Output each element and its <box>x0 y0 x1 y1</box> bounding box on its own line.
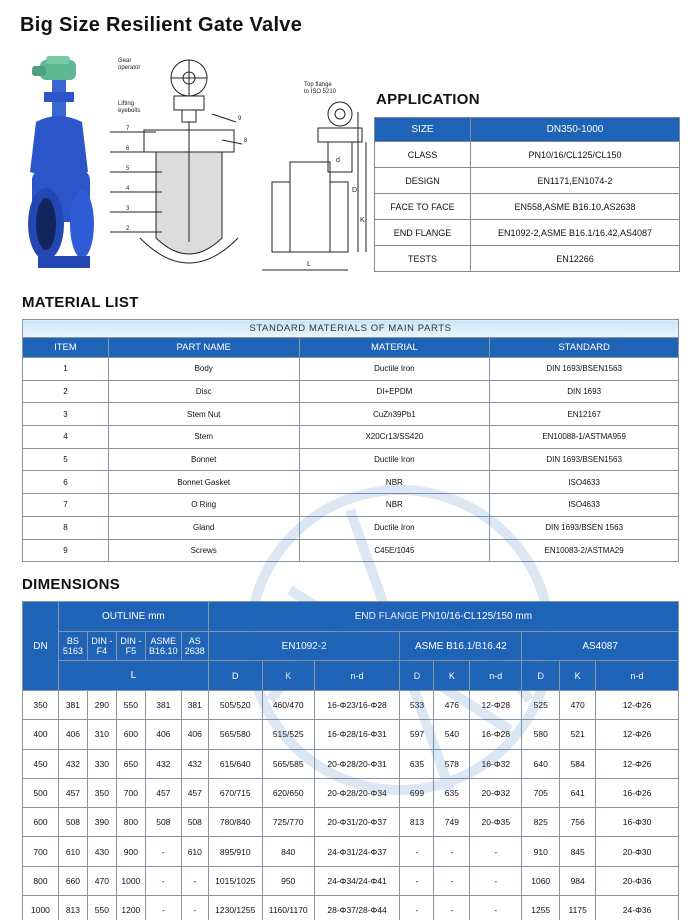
material-cell: 9 <box>23 539 109 562</box>
dimension-cell: 756 <box>560 808 596 837</box>
side-view-drawing <box>262 102 366 270</box>
dimension-cell: 670/715 <box>208 778 262 807</box>
dimension-cell: 24-Φ31/24-Φ37 <box>314 837 400 866</box>
l-header: L <box>58 661 208 691</box>
svg-text:5: 5 <box>126 166 130 172</box>
dimensions-row <box>23 837 679 866</box>
dimension-cell: 1255 <box>522 896 560 920</box>
dimension-cell: 950 <box>262 866 314 895</box>
dimension-cell: 457 <box>58 778 87 807</box>
svg-text:operator: operator <box>118 65 141 71</box>
dimension-cell: 430 <box>87 837 116 866</box>
material-cell: 8 <box>23 516 109 539</box>
material-cell: DIN 1693/BSEN1563 <box>490 358 679 381</box>
material-cell: Screws <box>108 539 299 562</box>
material-rows <box>23 358 679 562</box>
dimension-cell: 508 <box>58 808 87 837</box>
dimension-cell: 24-Φ34/24-Φ41 <box>314 866 400 895</box>
dimension-cell: 470 <box>560 691 596 720</box>
application-row: FACE TO FACE EN558,ASME B16.10,AS2638 <box>375 194 680 220</box>
material-cell: Ductile Iron <box>299 358 490 381</box>
dimension-cell: - <box>470 866 522 895</box>
material-cell: DIN 1693/BSEN 1563 <box>490 516 679 539</box>
application-row: TESTS EN12266 <box>375 246 680 272</box>
dimensions-row <box>23 778 679 807</box>
dimension-cell: 840 <box>262 837 314 866</box>
dimension-cell: 16-Φ32 <box>470 749 522 778</box>
dn-cell: 1000 <box>23 896 59 920</box>
dimension-cell: 20-Φ28/20-Φ34 <box>314 778 400 807</box>
svg-text:3: 3 <box>126 206 130 212</box>
dimension-cell: 615/640 <box>208 749 262 778</box>
dimension-cell: 565/580 <box>208 720 262 749</box>
dimension-cell: 476 <box>434 691 470 720</box>
dimension-cell: 845 <box>560 837 596 866</box>
material-cell: Stem Nut <box>108 403 299 426</box>
dimension-cell: 20-Φ30 <box>596 837 679 866</box>
application-row: END FLANGE EN1092-2,ASME B16.1/16.42,AS4087 <box>375 220 680 246</box>
flange-group-header: AS4087 <box>522 632 679 661</box>
material-heading: MATERIAL LIST <box>22 294 139 311</box>
dimension-cell: 330 <box>87 749 116 778</box>
material-cell: 3 <box>23 403 109 426</box>
column-header: MATERIAL <box>299 338 490 358</box>
dimension-cell: 813 <box>400 808 434 837</box>
application-header-row <box>375 118 680 142</box>
dn-cell: 350 <box>23 691 59 720</box>
dimension-cell: 525 <box>522 691 560 720</box>
material-cell: 1 <box>23 358 109 381</box>
sub-col-header: D <box>522 661 560 691</box>
dimensions-header-row <box>23 632 679 661</box>
dimension-cell: 16-Φ26 <box>596 778 679 807</box>
dimension-cell: 20-Φ32 <box>470 778 522 807</box>
dimension-cell: - <box>400 837 434 866</box>
dimensions-row <box>23 691 679 720</box>
svg-text:K: K <box>360 217 365 224</box>
material-cell: ISO4633 <box>490 494 679 517</box>
dimension-cell: 580 <box>522 720 560 749</box>
application-table <box>374 117 680 272</box>
dimension-cell: 565/585 <box>262 749 314 778</box>
sub-col-header: n-d <box>314 661 400 691</box>
material-cell: 2 <box>23 380 109 403</box>
column-header: PART NAME <box>108 338 299 358</box>
valve-figure <box>22 52 370 284</box>
dimension-cell: 381 <box>181 691 208 720</box>
dimension-cell: 12-Φ26 <box>596 691 679 720</box>
dimensions-header-row <box>23 602 679 632</box>
dimension-cell: 550 <box>116 691 145 720</box>
dimension-cell: 505/520 <box>208 691 262 720</box>
dimension-cell: 578 <box>434 749 470 778</box>
dimension-cell: - <box>470 896 522 920</box>
dimension-cell: 290 <box>87 691 116 720</box>
dn-cell: 450 <box>23 749 59 778</box>
dimension-cell: 749 <box>434 808 470 837</box>
dimension-cell: 1230/1255 <box>208 896 262 920</box>
dimensions-row <box>23 866 679 895</box>
material-cell: NBR <box>299 494 490 517</box>
dimension-cell: 705 <box>522 778 560 807</box>
svg-text:L: L <box>307 261 311 268</box>
section-drawing <box>110 60 242 263</box>
outline-col-header: ASME B16.10 <box>145 632 181 661</box>
dimension-cell: 406 <box>58 720 87 749</box>
dimension-cell: 895/910 <box>208 837 262 866</box>
dimensions-header-row <box>23 661 679 691</box>
dimension-cell: - <box>145 837 181 866</box>
dimension-cell: 584 <box>560 749 596 778</box>
dimension-cell: 910 <box>522 837 560 866</box>
material-cell: ISO4633 <box>490 471 679 494</box>
dimension-cell: 635 <box>400 749 434 778</box>
dimension-cell: 641 <box>560 778 596 807</box>
material-cell: C45E/1045 <box>299 539 490 562</box>
sub-col-header: K <box>262 661 314 691</box>
material-row <box>23 471 679 494</box>
material-cell: 4 <box>23 426 109 449</box>
flange-group-header: EN1092-2 <box>208 632 400 661</box>
sub-col-header: D <box>400 661 434 691</box>
end-flange-header: END FLANGE PN10/16-CL125/150 mm <box>208 602 678 632</box>
material-cell: EN10088-1/ASTMA959 <box>490 426 679 449</box>
outline-header: OUTLINE mm <box>58 602 208 632</box>
dimension-cell: 381 <box>145 691 181 720</box>
column-header: STANDARD <box>490 338 679 358</box>
material-cell: NBR <box>299 471 490 494</box>
column-header: ITEM <box>23 338 109 358</box>
material-row <box>23 426 679 449</box>
svg-text:8: 8 <box>244 138 248 144</box>
sub-col-header: D <box>208 661 262 691</box>
material-row <box>23 380 679 403</box>
dimension-cell: 984 <box>560 866 596 895</box>
flange-group-header: ASME B16.1/B16.42 <box>400 632 522 661</box>
dimension-cell: 432 <box>58 749 87 778</box>
dn-cell: 500 <box>23 778 59 807</box>
material-header-row <box>23 338 679 358</box>
dimension-cell: - <box>400 866 434 895</box>
dimension-cell: 460/470 <box>262 691 314 720</box>
svg-text:2: 2 <box>126 226 130 232</box>
valve-illustration <box>22 52 370 284</box>
dimension-cell: 457 <box>181 778 208 807</box>
dimension-cell: 1015/1025 <box>208 866 262 895</box>
material-cell: DI+EPDM <box>299 380 490 403</box>
dimension-cell: 28-Φ37/28-Φ44 <box>314 896 400 920</box>
dimension-cell: 20-Φ28/20-Φ31 <box>314 749 400 778</box>
svg-text:7: 7 <box>126 126 130 132</box>
application-size-value: DN350-1000 <box>471 118 680 142</box>
material-cell: DIN 1693 <box>490 380 679 403</box>
material-cell: 6 <box>23 471 109 494</box>
dimension-cell: 635 <box>434 778 470 807</box>
application-row: CLASS PN10/16/CL125/CL150 <box>375 142 680 168</box>
label-lifting-eyebolts: Lifting <box>118 101 135 107</box>
outline-col-header: AS 2638 <box>181 632 208 661</box>
outline-col-header: DIN -F5 <box>116 632 145 661</box>
dimension-cell: 640 <box>522 749 560 778</box>
dimension-cell: 16-Φ28 <box>470 720 522 749</box>
material-row <box>23 494 679 517</box>
material-cell: Bonnet Gasket <box>108 471 299 494</box>
dimension-cell: 650 <box>116 749 145 778</box>
dimensions-row <box>23 749 679 778</box>
application-row: DESIGN EN1171,EN1074-2 <box>375 168 680 194</box>
material-cell: DIN 1693/BSEN1563 <box>490 448 679 471</box>
dimension-cell: 1000 <box>116 866 145 895</box>
dimension-cell: - <box>434 837 470 866</box>
material-row <box>23 448 679 471</box>
material-caption-row <box>23 320 679 338</box>
dimension-cell: 900 <box>116 837 145 866</box>
dimension-cell: 620/650 <box>262 778 314 807</box>
dimension-cell: 20-Φ35 <box>470 808 522 837</box>
dn-cell: 400 <box>23 720 59 749</box>
svg-text:d: d <box>336 157 340 164</box>
dimension-cell: 12-Φ28 <box>470 691 522 720</box>
dn-header: DN <box>23 602 59 691</box>
dimension-cell: 597 <box>400 720 434 749</box>
material-cell: Gland <box>108 516 299 539</box>
dimension-cell: - <box>434 896 470 920</box>
material-cell: O Ring <box>108 494 299 517</box>
material-cell: EN10083-2/ASTMA29 <box>490 539 679 562</box>
svg-text:9: 9 <box>238 116 242 122</box>
dimension-cell: 20-Φ36 <box>596 866 679 895</box>
svg-text:eyebolts: eyebolts <box>118 108 141 114</box>
dimension-cell: 1175 <box>560 896 596 920</box>
application-heading: APPLICATION <box>376 91 480 108</box>
dimensions-rows <box>23 691 679 920</box>
dimension-cell: - <box>400 896 434 920</box>
dimension-cell: 310 <box>87 720 116 749</box>
dimensions-heading: DIMENSIONS <box>22 576 121 593</box>
outline-col-header: BS 5163 <box>58 632 87 661</box>
dimensions-row <box>23 808 679 837</box>
dimension-cell: 800 <box>116 808 145 837</box>
dn-cell: 700 <box>23 837 59 866</box>
material-cell: Ductile Iron <box>299 516 490 539</box>
dimension-cell: - <box>434 866 470 895</box>
application-size-label: SIZE <box>375 118 471 142</box>
material-cell: Disc <box>108 380 299 403</box>
material-row <box>23 516 679 539</box>
dn-cell: 600 <box>23 808 59 837</box>
dimension-cell: 610 <box>58 837 87 866</box>
page-title: Big Size Resilient Gate Valve <box>20 14 303 36</box>
dimension-cell: - <box>145 866 181 895</box>
dimension-cell: 515/525 <box>262 720 314 749</box>
dimension-cell: 610 <box>181 837 208 866</box>
dimension-cell: 20-Φ31/20-Φ37 <box>314 808 400 837</box>
dimension-cell: 1160/1170 <box>262 896 314 920</box>
dimension-cell: 660 <box>58 866 87 895</box>
material-cell: Ductile Iron <box>299 448 490 471</box>
dimension-cell: 540 <box>434 720 470 749</box>
dimension-cell: 381 <box>58 691 87 720</box>
material-caption: STANDARD MATERIALS OF MAIN PARTS <box>23 320 679 338</box>
dimension-cell: 432 <box>145 749 181 778</box>
svg-text:D: D <box>352 187 358 194</box>
dimension-cell: 406 <box>145 720 181 749</box>
dimension-cell: 12-Φ26 <box>596 749 679 778</box>
dimension-cell: 24-Φ36 <box>596 896 679 920</box>
dimensions-row <box>23 720 679 749</box>
outline-col-header: DIN -F4 <box>87 632 116 661</box>
dimensions-table <box>22 601 679 920</box>
dimension-cell: 813 <box>58 896 87 920</box>
svg-text:6: 6 <box>126 146 130 152</box>
material-cell: X20Cr13/SS420 <box>299 426 490 449</box>
dimension-cell: 16-Φ23/16-Φ28 <box>314 691 400 720</box>
dimension-cell: 700 <box>116 778 145 807</box>
sub-col-header: K <box>560 661 596 691</box>
dn-cell: 800 <box>23 866 59 895</box>
dimension-cell: 457 <box>145 778 181 807</box>
dimension-cell: 16-Φ30 <box>596 808 679 837</box>
dimension-cell: - <box>181 896 208 920</box>
dimension-cell: 600 <box>116 720 145 749</box>
dimensions-row <box>23 896 679 920</box>
material-table <box>22 319 679 562</box>
dimension-cell: 508 <box>181 808 208 837</box>
dimension-cell: 406 <box>181 720 208 749</box>
material-cell: Stem <box>108 426 299 449</box>
dimension-cell: - <box>470 837 522 866</box>
material-row <box>23 358 679 381</box>
dimension-cell: 1060 <box>522 866 560 895</box>
sub-col-header: n-d <box>596 661 679 691</box>
dimension-cell: 550 <box>87 896 116 920</box>
material-row <box>23 539 679 562</box>
dimension-cell: 780/840 <box>208 808 262 837</box>
dimension-cell: 1200 <box>116 896 145 920</box>
material-row <box>23 403 679 426</box>
material-cell: Bonnet <box>108 448 299 471</box>
material-cell: 5 <box>23 448 109 471</box>
dimension-cell: 350 <box>87 778 116 807</box>
dimension-cell: 12-Φ26 <box>596 720 679 749</box>
dimension-cell: 825 <box>522 808 560 837</box>
material-cell: Body <box>108 358 299 381</box>
valve-photo <box>28 56 94 268</box>
dimension-cell: 432 <box>181 749 208 778</box>
dimension-cell: 533 <box>400 691 434 720</box>
dimension-cell: 521 <box>560 720 596 749</box>
dimension-cell: - <box>181 866 208 895</box>
material-cell: EN12167 <box>490 403 679 426</box>
sub-col-header: n-d <box>470 661 522 691</box>
dimension-cell: 508 <box>145 808 181 837</box>
svg-text:4: 4 <box>126 186 130 192</box>
sub-col-header: K <box>434 661 470 691</box>
dimension-cell: 725/770 <box>262 808 314 837</box>
dimension-cell: 390 <box>87 808 116 837</box>
svg-text:to ISO 5210: to ISO 5210 <box>304 89 337 95</box>
dimension-cell: - <box>145 896 181 920</box>
dimension-cell: 699 <box>400 778 434 807</box>
label-gear-operator: Gear <box>118 58 132 64</box>
material-cell: CuZn39Pb1 <box>299 403 490 426</box>
label-top-flange: Top flange <box>304 82 332 88</box>
dimension-cell: 16-Φ28/16-Φ31 <box>314 720 400 749</box>
dimension-cell: 470 <box>87 866 116 895</box>
material-cell: 7 <box>23 494 109 517</box>
